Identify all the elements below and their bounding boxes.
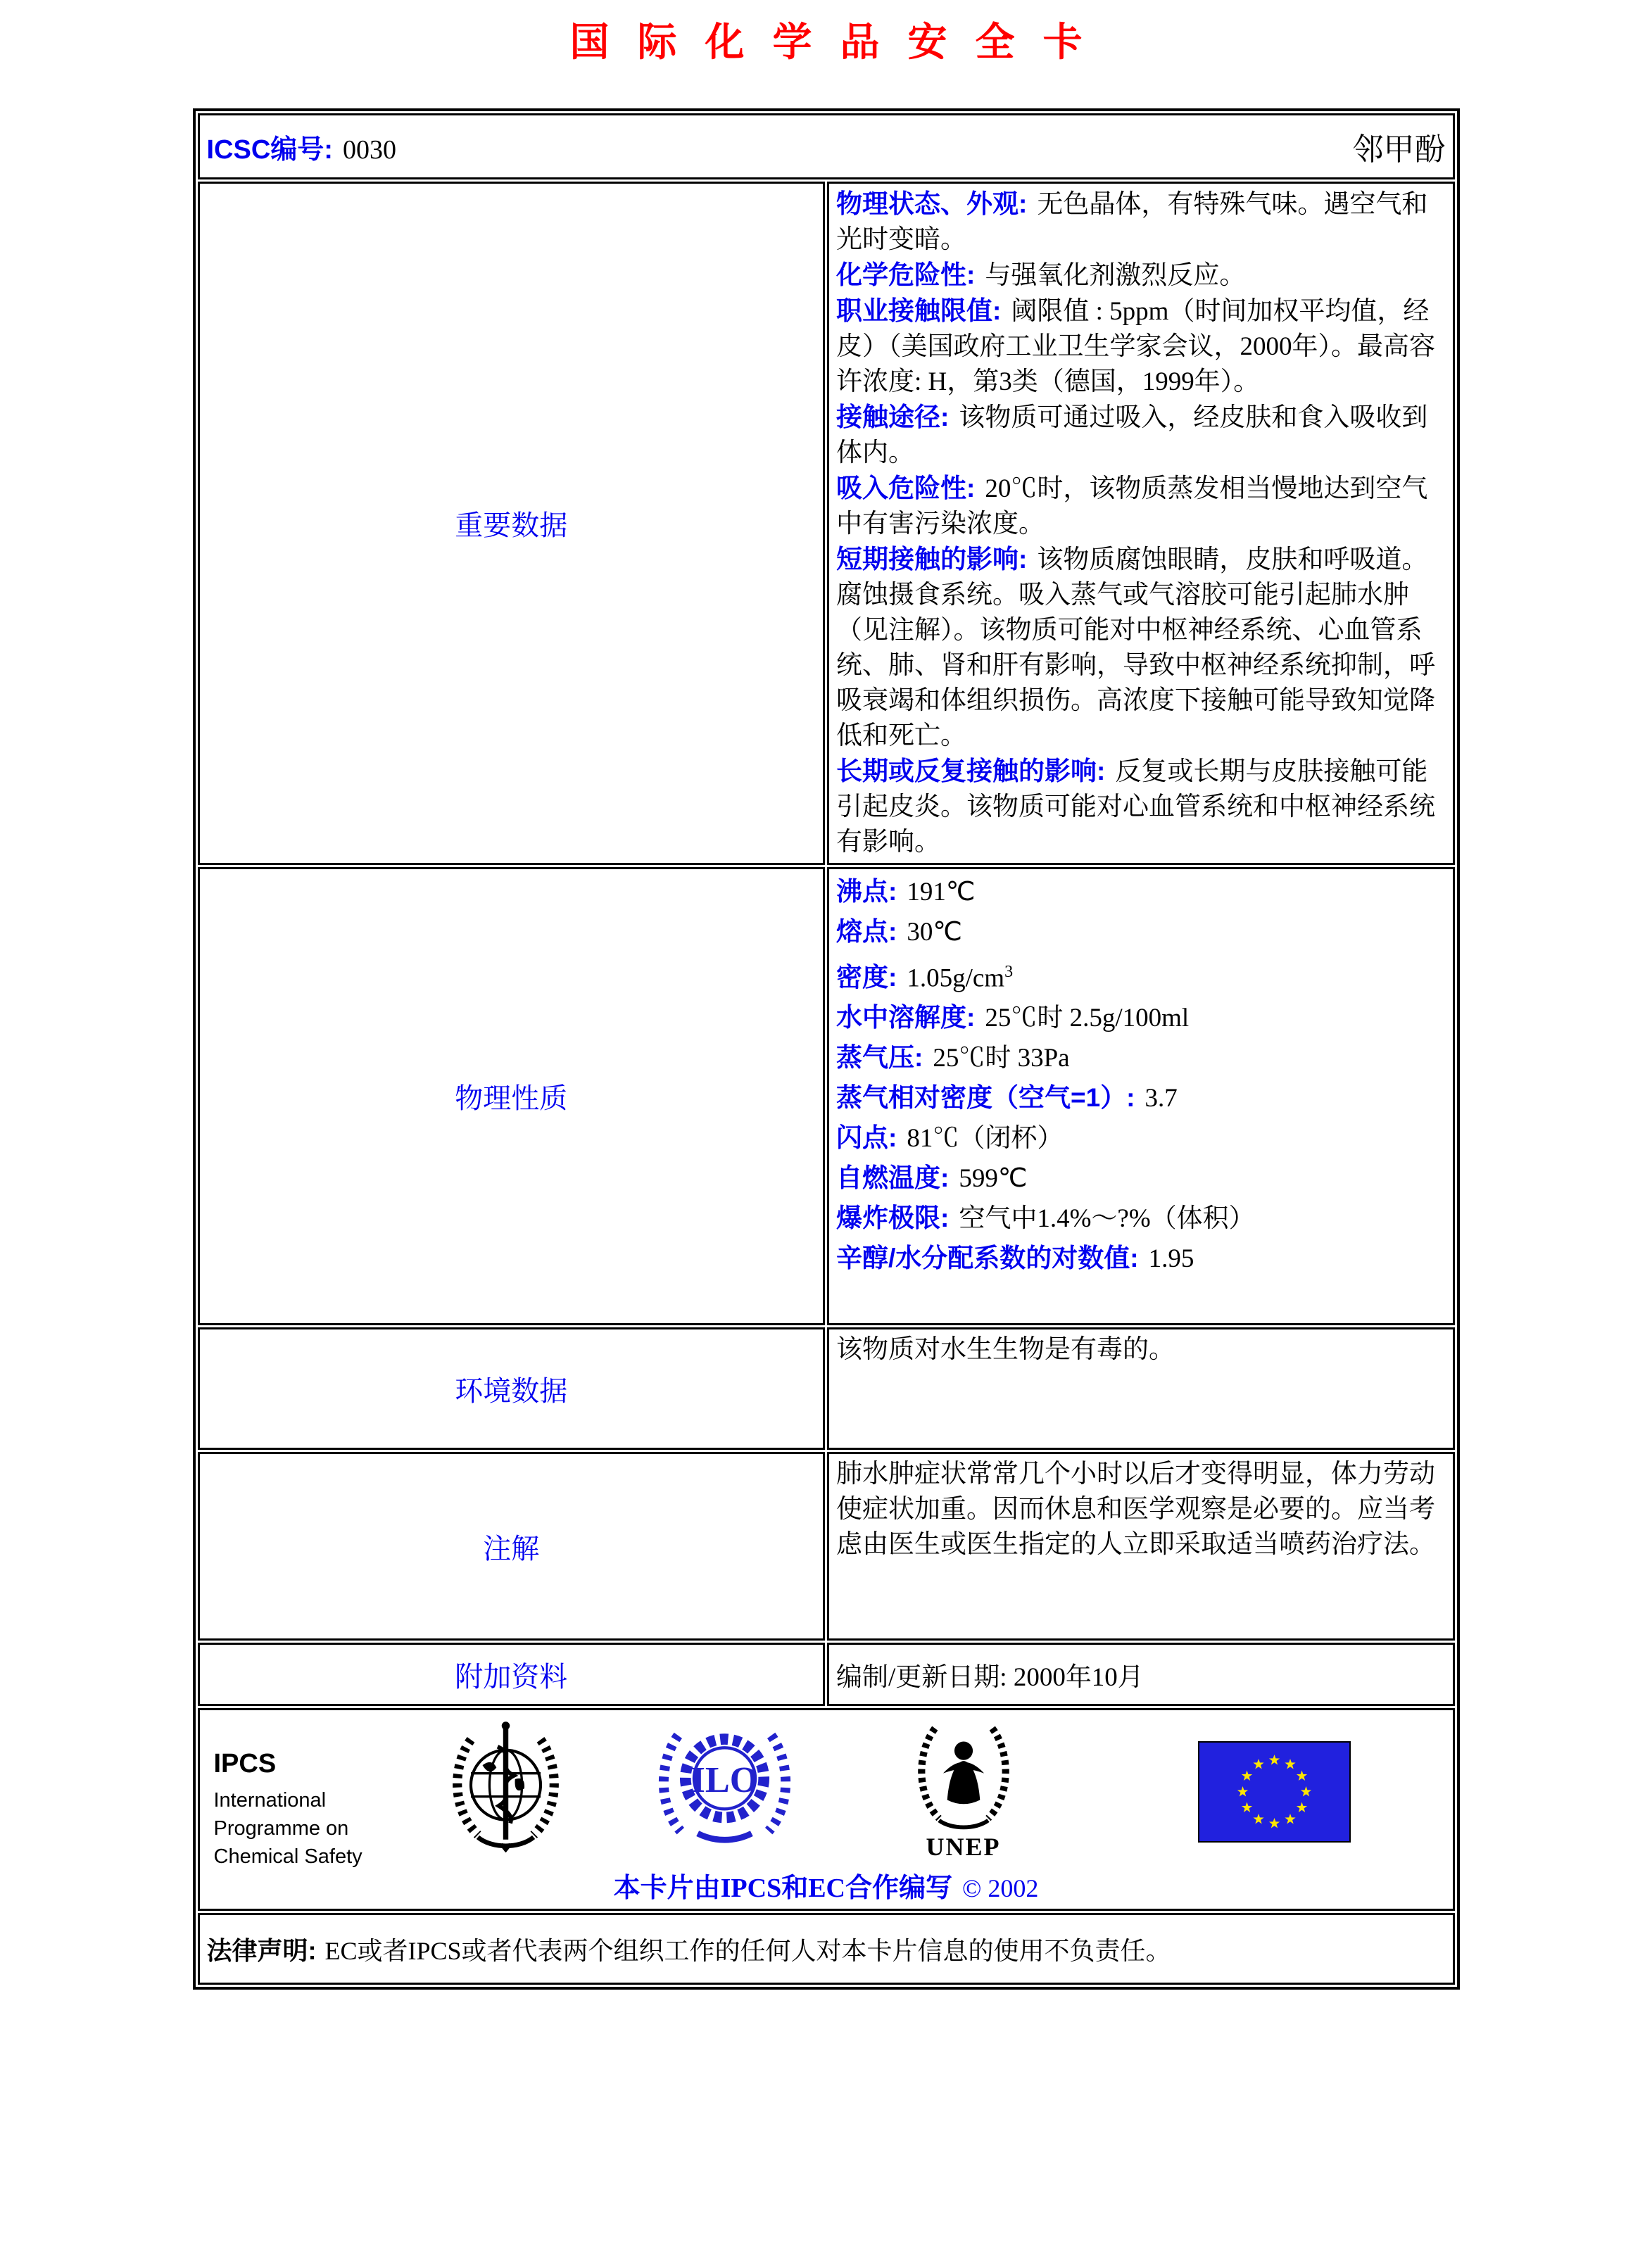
section-label-important-data: 重要数据 [455,510,568,541]
additional-info-label: 编制/更新日期: [836,1663,1007,1692]
ipcs-line-1: International [213,1789,327,1812]
legal-row [198,1913,1455,1985]
physical-property-item: 熔点: 30℃ [836,917,962,947]
section-label-cell-additional-info [198,1643,826,1706]
additional-info-row [198,1643,1455,1706]
section-label-cell-environmental-data [198,1327,826,1450]
additional-info-value: 2000年10月 [1013,1663,1144,1692]
physical-property-item: 蒸气相对密度（空气=1）: 3.7 [836,1083,1178,1113]
icsc-card-table [193,108,1460,1990]
copyright-text: © 2002 [962,1874,1039,1902]
svg-text:ILO: ILO [691,1759,758,1800]
icsc-number-group [207,127,396,166]
legal-text: EC或者IPCS或者代表两个组织工作的任何人对本卡片信息的使用不负责任。 [324,1936,1171,1965]
important-data-row [198,182,1455,865]
section-label-cell-physical-properties [198,867,826,1325]
notes-row [198,1452,1455,1641]
environmental-data-content [827,1327,1455,1450]
notes-text: 肺水肿症状常常几个小时以后才变得明显，体力劳动使症状加重。因而休息和医学观察是必要的。应当考虑由医生或医生指定的人立即采取适当喷药治疗法。 [836,1460,1435,1559]
physical-property-item: 辛醇/水分配系数的对数值: 1.95 [836,1244,1194,1274]
credit-text: 本卡片由IPCS和EC合作编写 [613,1874,952,1903]
physical-property-item: 水中溶解度: 25℃时 2.5g/100ml [836,1003,1190,1033]
section-label-physical-properties: 物理性质 [455,1083,568,1114]
credit-line [200,1866,1453,1904]
unep-logo-block [911,1720,1016,1862]
section-label-cell-notes [198,1452,826,1641]
section-label-environmental-data: 环境数据 [455,1375,568,1407]
ipcs-line-3: Chemical Safety [213,1845,362,1868]
icsc-number-value: 0030 [342,134,396,165]
who-logo-icon [448,1719,564,1856]
chemical-name: 邻甲酚 [1352,132,1446,167]
environmental-data-text: 该物质对水生生物是有毒的。 [836,1335,1175,1364]
ipcs-text-block [214,1749,362,1871]
physical-property-item: 密度: $1.05g/cm^3$ [836,963,1014,993]
important-data-item: 长期或反复接触的影响: 反复或长期与皮肤接触可能引起皮炎。该物质可能对心血管系统和中枢神经系统有影响。 [836,757,1435,857]
physical-property-item: 沸点: 191℃ [836,877,976,906]
additional-info-content [827,1643,1455,1706]
logos-cell [198,1708,1455,1911]
ilo-logo-icon [656,1723,793,1850]
physical-properties-content [827,867,1455,1325]
environmental-data-row [198,1327,1455,1450]
ipcs-acronym: IPCS [213,1749,277,1778]
section-label-cell-important-data [198,182,826,865]
section-label-notes: 注解 [483,1533,540,1565]
section-label-additional-info: 附加资料 [455,1661,568,1693]
important-data-item: 接触途径: 该物质可通过吸入，经皮肤和食入吸收到体内。 [836,403,1428,467]
notes-content [827,1452,1455,1641]
legal-label: 法律声明: [206,1935,317,1965]
icsc-number-label: ICSC编号: [206,134,333,165]
page-title: 国际化学品安全卡 [569,20,1111,64]
header-cell [198,113,1455,179]
physical-property-item: 爆炸极限: 空气中1.4%～?%（体积） [836,1203,1255,1234]
physical-property-item: 蒸气压: 25℃时 33Pa [836,1043,1070,1073]
legal-cell [198,1913,1455,1985]
eu-flag-icon [1198,1741,1351,1846]
important-data-item: 物理状态、外观: 无色晶体，有特殊气味。遇空气和光时变暗。 [836,189,1428,254]
unep-label: UNEP [926,1833,1001,1861]
density-superscript: 3 [1004,963,1014,981]
physical-properties-row [198,867,1455,1325]
important-data-item: 短期接触的影响: 该物质腐蚀眼睛，皮肤和呼吸道。腐蚀摄食系统。吸入蒸气或气溶胶可能引起肺水肿（见注解）。该物质可能对中枢神经系统、心血管系统、肺、肾和肝有影响，导致中枢神经系统抑制，呼吸衰竭和体组织损伤。高浓度下接触可能导致知觉降低和死亡。 [836,545,1435,750]
important-data-content [827,182,1455,865]
physical-property-item: 闪点: 81℃（闭杯） [836,1123,1064,1154]
important-data-item: 吸入危险性: 20℃时，该物质蒸发相当慢地达到空气中有害污染浓度。 [836,474,1428,538]
unep-logo-icon [911,1720,1016,1833]
logos-row [198,1708,1455,1911]
header-row [198,113,1455,179]
important-data-item: 化学危险性: 与强氧化剂激烈反应。 [836,260,1246,290]
important-data-item: 职业接触限值: 阈限值 : 5ppm（时间加权平均值，经皮）（美国政府工业卫生学家会议，2000年）。最高容许浓度: H，第3类（德国，1999年）。 [836,296,1435,396]
ipcs-line-2: Programme on [213,1817,349,1840]
physical-property-item: 自燃温度: 599℃ [836,1163,1028,1194]
